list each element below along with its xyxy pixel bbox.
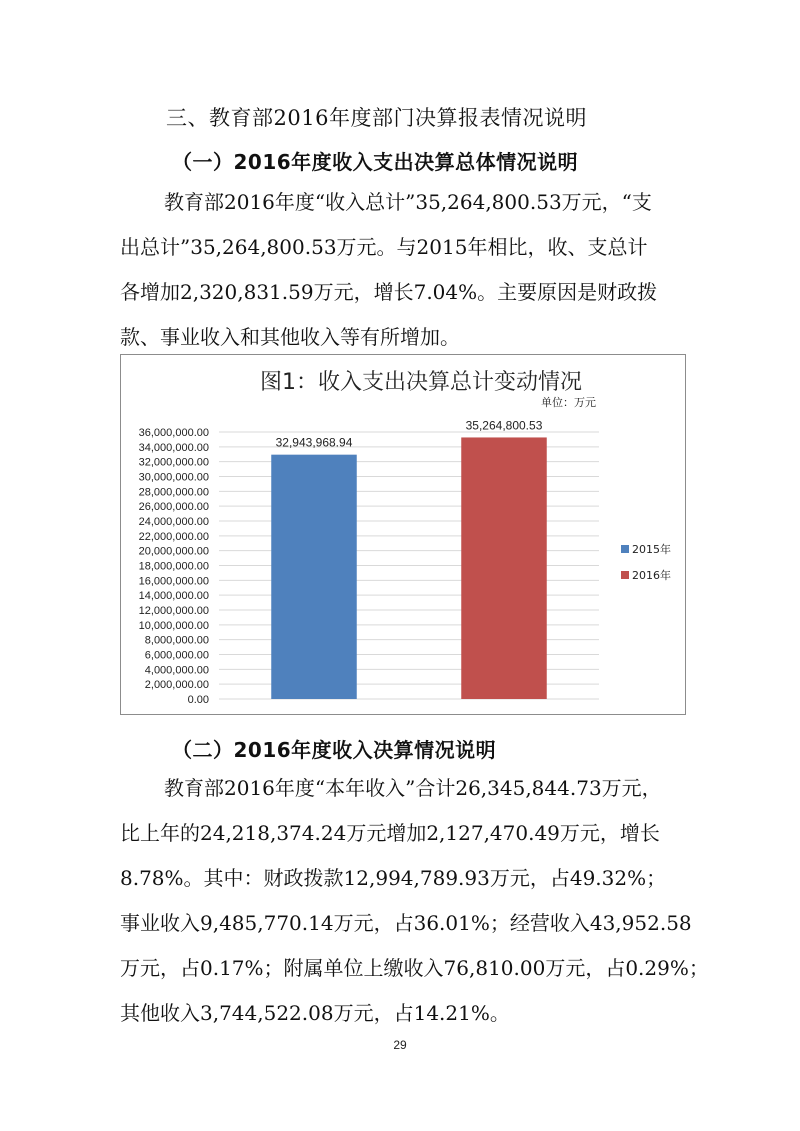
paragraph-2-line: 万元，占0.17%；附属单位上缴收入76,810.00万元，占0.29%； <box>120 956 709 980</box>
y-tick-label: 28,000,000.00 <box>138 486 209 499</box>
chart-title: 图1：收入支出决算总计变动情况 <box>260 370 582 395</box>
y-tick-label: 12,000,000.00 <box>138 605 209 617</box>
y-tick-label: 36,000,000.00 <box>138 427 209 439</box>
legend-label: 2015年 <box>632 543 671 556</box>
paragraph-2-line: 事业收入9,485,770.14万元，占36.01%；经营收入43,952.58 <box>120 911 692 935</box>
bar-2016年 <box>461 437 547 699</box>
paragraph-2 <box>120 766 709 1036</box>
income-expense-chart <box>120 354 686 715</box>
chart-unit-label: 单位：万元 <box>541 396 596 409</box>
y-tick-label: 18,000,000.00 <box>138 560 209 573</box>
page-number: 29 <box>393 1038 407 1052</box>
paragraph-1 <box>120 180 690 360</box>
y-tick-label: 32,000,000.00 <box>138 456 209 469</box>
y-tick-label: 0.00 <box>187 694 209 706</box>
bar-2015年 <box>271 455 357 699</box>
data-label: 32,943,968.94 <box>275 435 353 450</box>
y-tick-label: 34,000,000.00 <box>138 441 209 454</box>
paragraph-1-line: 教育部2016年度“收入总计”35,264,800.53万元，“支 <box>164 190 652 214</box>
y-tick-label: 30,000,000.00 <box>138 471 209 484</box>
paragraph-2-line: 教育部2016年度“本年收入”合计26,345,844.73万元， <box>164 776 662 800</box>
legend-swatch <box>621 571 629 579</box>
subsection-heading-2: （二）2016年度收入决算情况说明 <box>172 738 497 762</box>
y-tick-label: 26,000,000.00 <box>138 501 209 514</box>
y-tick-label: 24,000,000.00 <box>138 516 209 528</box>
y-tick-label: 10,000,000.00 <box>138 619 209 632</box>
data-label: 35,264,800.53 <box>465 418 543 433</box>
y-tick-label: 8,000,000.00 <box>144 634 209 647</box>
y-tick-label: 4,000,000.00 <box>144 664 209 677</box>
y-tick-label: 6,000,000.00 <box>144 649 209 662</box>
legend-swatch <box>621 545 629 553</box>
paragraph-1-line: 款、事业收入和其他收入等有所增加。 <box>120 325 460 349</box>
y-tick-label: 2,000,000.00 <box>144 679 209 692</box>
subsection-heading-1: （一）2016年度收入支出决算总体情况说明 <box>172 150 579 174</box>
section-heading: 三、教育部2016年度部门决算报表情况说明 <box>166 106 587 130</box>
paragraph-1-line: 出总计”35,264,800.53万元。与2015年相比，收、支总计 <box>120 235 648 259</box>
paragraph-2-line: 8.78%。其中：财政拨款12,994,789.93万元，占49.32%； <box>120 866 667 890</box>
paragraph-2-line: 比上年的24,218,374.24万元增加2,127,470.49万元，增长 <box>120 821 660 845</box>
y-tick-label: 16,000,000.00 <box>138 575 209 588</box>
paragraph-2-line: 其他收入3,744,522.08万元，占14.21%。 <box>120 1001 510 1025</box>
paragraph-1-line: 各增加2,320,831.59万元，增长7.04%。主要原因是财政拨 <box>120 280 658 304</box>
y-tick-label: 22,000,000.00 <box>138 530 209 543</box>
y-tick-label: 14,000,000.00 <box>138 590 209 603</box>
chart-canvas <box>121 355 685 714</box>
legend-label: 2016年 <box>632 569 671 582</box>
y-tick-label: 20,000,000.00 <box>138 545 209 558</box>
